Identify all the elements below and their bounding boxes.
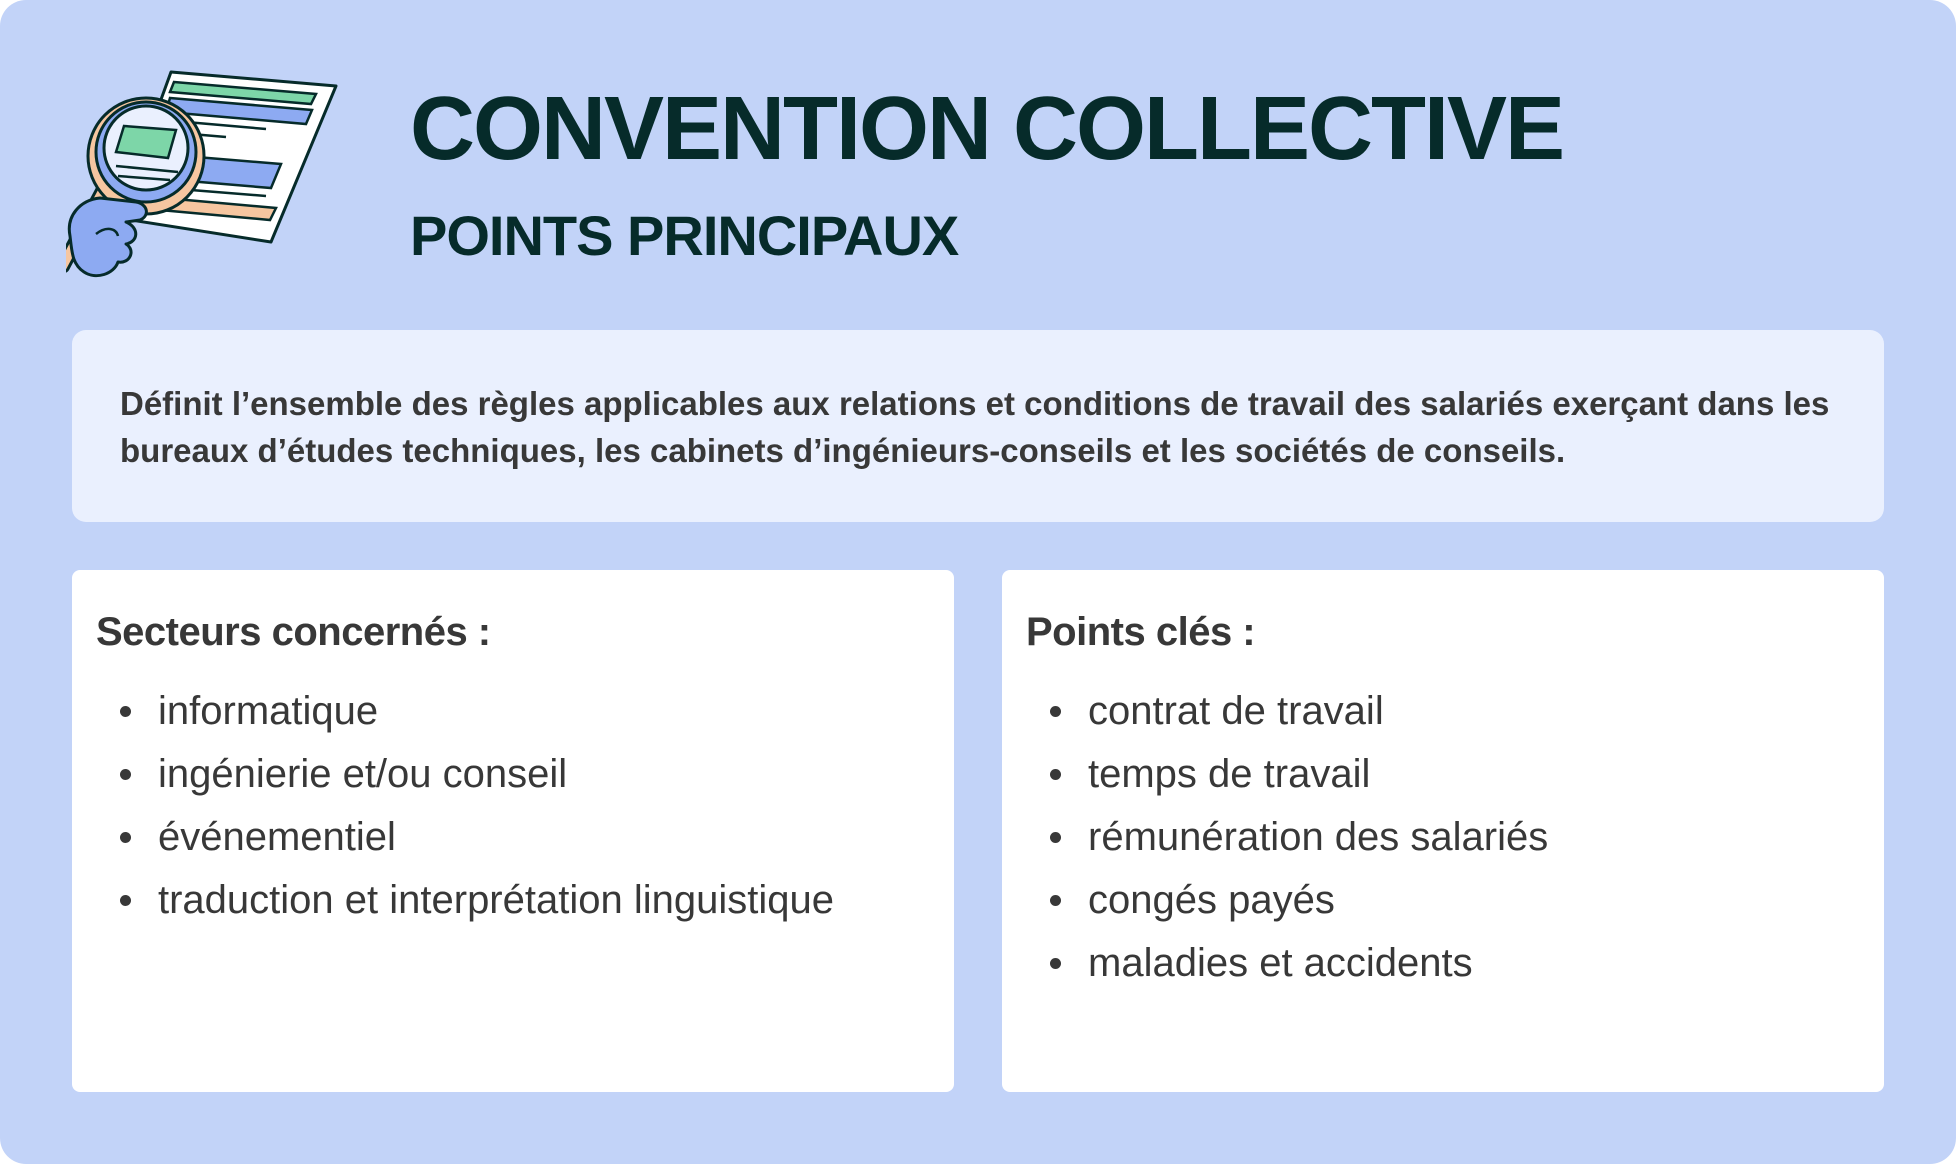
list-item-text: maladies et accidents bbox=[1088, 941, 1473, 985]
list-item-text: contrat de travail bbox=[1088, 689, 1384, 733]
bullet-icon bbox=[120, 706, 131, 717]
key-points-heading: Points clés : bbox=[1026, 610, 1256, 654]
list-item bbox=[1026, 680, 1860, 743]
bullet-icon bbox=[1050, 832, 1061, 843]
list-item bbox=[1026, 743, 1860, 806]
list-item bbox=[96, 869, 930, 932]
bullet-icon bbox=[120, 895, 131, 906]
list-item-text: informatique bbox=[158, 689, 379, 733]
bullet-icon bbox=[1050, 706, 1061, 717]
key-points-list bbox=[1026, 680, 1860, 995]
bullet-icon bbox=[1050, 895, 1061, 906]
list-item-text: temps de travail bbox=[1088, 752, 1371, 796]
list-item-text: événementiel bbox=[158, 815, 396, 859]
list-item bbox=[1026, 806, 1860, 869]
list-item-text: traduction et interprétation linguistique bbox=[158, 878, 834, 922]
magnifying-glass-document-icon bbox=[66, 66, 346, 286]
bullet-icon bbox=[120, 769, 131, 780]
sectors-heading: Secteurs concernés : bbox=[96, 610, 491, 654]
page-subtitle: POINTS PRINCIPAUX bbox=[410, 204, 959, 267]
bullet-icon bbox=[120, 832, 131, 843]
list-item bbox=[1026, 932, 1860, 995]
intro-text: Définit l’ensemble des règles applicables aux relations et conditions de travail des salariés exerçant dans les bureaux d’études techniques, les cabinets d’ingénieurs-conseils et les sociétés de conseils. bbox=[120, 385, 1830, 469]
list-item-text: congés payés bbox=[1088, 878, 1335, 922]
key-points-panel bbox=[1002, 570, 1884, 1092]
intro-box bbox=[72, 330, 1884, 522]
list-item-text: rémunération des salariés bbox=[1088, 815, 1549, 859]
list-item bbox=[96, 806, 930, 869]
list-item-text: ingénierie et/ou conseil bbox=[158, 752, 568, 796]
sectors-list bbox=[96, 680, 930, 932]
sectors-panel bbox=[72, 570, 954, 1092]
page-title: CONVENTION COLLECTIVE bbox=[410, 79, 1564, 179]
bullet-icon bbox=[1050, 769, 1061, 780]
list-item bbox=[96, 743, 930, 806]
bullet-icon bbox=[1050, 958, 1061, 969]
list-item bbox=[96, 680, 930, 743]
list-item bbox=[1026, 869, 1860, 932]
